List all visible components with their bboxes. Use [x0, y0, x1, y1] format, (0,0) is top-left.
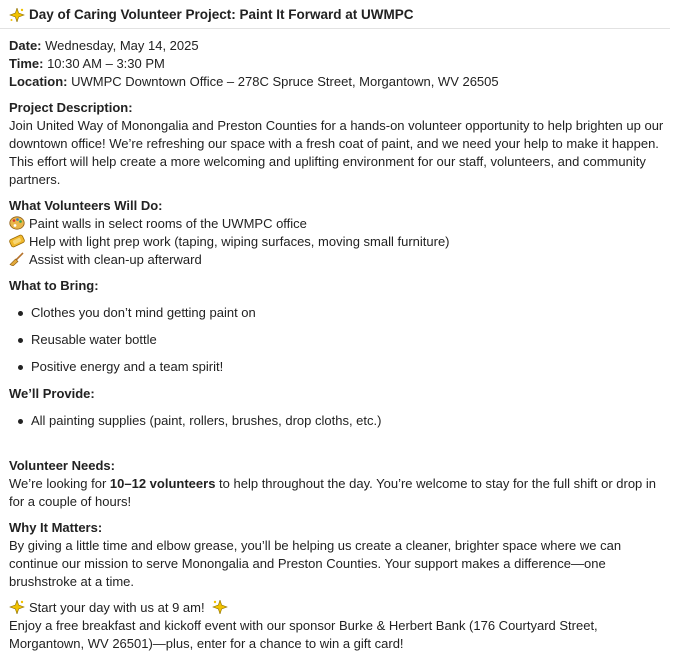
- needs-heading: Volunteer Needs:: [9, 458, 115, 473]
- list-item: All painting supplies (paint, rollers, brushes, drop cloths, etc.): [31, 412, 667, 430]
- palette-icon: [9, 216, 25, 230]
- location-label: Location:: [9, 74, 68, 89]
- tasks-heading: What Volunteers Will Do:: [9, 198, 163, 213]
- list-item: Positive energy and a team spirit!: [31, 358, 667, 376]
- project-description: [9, 99, 667, 189]
- we-provide: [9, 385, 667, 430]
- description-text: Join United Way of Monongalia and Preston Counties for a hands-on volunteer opportunity to help brighten up our downtown office! We’re refreshing our space with a fresh coat of paint, and we need your help to make it happen. This effort will help create a more welcoming and uplifting environment for our staff, volunteers, and community partners.: [9, 118, 664, 187]
- volunteer-needs: [9, 457, 667, 511]
- time-label: Time:: [9, 56, 44, 71]
- matters-text: By giving a little time and elbow grease, you’ll be helping us create a cleaner, brighter space where we can continue our mission to serve Monongalia and Preston Counties. Your support makes a difference—one brushstroke at a time.: [9, 538, 622, 589]
- tape-icon: [9, 234, 25, 248]
- provide-list: [9, 412, 667, 430]
- task-text: Assist with clean-up afterward: [29, 252, 202, 267]
- volunteer-tasks: [9, 197, 667, 269]
- breakfast-text: Enjoy a free breakfast and kickoff event with our sponsor Burke & Herbert Bank (176 Courtyard Street, Morgantown, WV 26501)—plus, enter for a chance to win a gift card!: [9, 618, 598, 651]
- description-heading: Project Description:: [9, 100, 133, 115]
- broom-icon: [9, 252, 25, 266]
- event-details: [9, 37, 667, 91]
- sparkle-icon: [9, 600, 25, 614]
- task-item: [9, 215, 667, 233]
- provide-heading: We’ll Provide:: [9, 386, 95, 401]
- divider: [0, 28, 670, 29]
- list-item: Reusable water bottle: [31, 331, 667, 349]
- date-value: Wednesday, May 14, 2025: [45, 38, 199, 53]
- needs-text: We’re looking for 10–12 volunteers to help throughout the day. You’re welcome to stay for the full shift or drop in for a couple of hours!: [9, 476, 657, 509]
- sparkle-icon: [9, 8, 25, 22]
- sparkle-icon: [212, 600, 228, 614]
- bring-heading: What to Bring:: [9, 278, 99, 293]
- time-value: 10:30 AM – 3:30 PM: [47, 56, 165, 71]
- date-label: Date:: [9, 38, 42, 53]
- why-it-matters: [9, 519, 667, 591]
- what-to-bring: [9, 277, 667, 376]
- matters-heading: Why It Matters:: [9, 520, 103, 535]
- volunteer-count: 10–12 volunteers: [109, 476, 216, 491]
- task-text: Help with light prep work (taping, wiping surfaces, moving small furniture): [29, 234, 450, 249]
- location-value: UWMPC Downtown Office – 278C Spruce Street, Morgantown, WV 26505: [71, 74, 499, 89]
- breakfast-heading: [9, 599, 667, 617]
- breakfast-heading-text: Start your day with us at 9 am!: [29, 600, 205, 615]
- task-item: [9, 251, 667, 269]
- post-title: [9, 5, 667, 25]
- task-item: [9, 233, 667, 251]
- list-item: Clothes you don’t mind getting paint on: [31, 304, 667, 322]
- breakfast-kickoff: [9, 599, 667, 653]
- bring-list: [9, 304, 667, 376]
- task-text: Paint walls in select rooms of the UWMPC office: [29, 216, 307, 231]
- post-title-text: Day of Caring Volunteer Project: Paint It Forward at UWMPC: [29, 7, 414, 22]
